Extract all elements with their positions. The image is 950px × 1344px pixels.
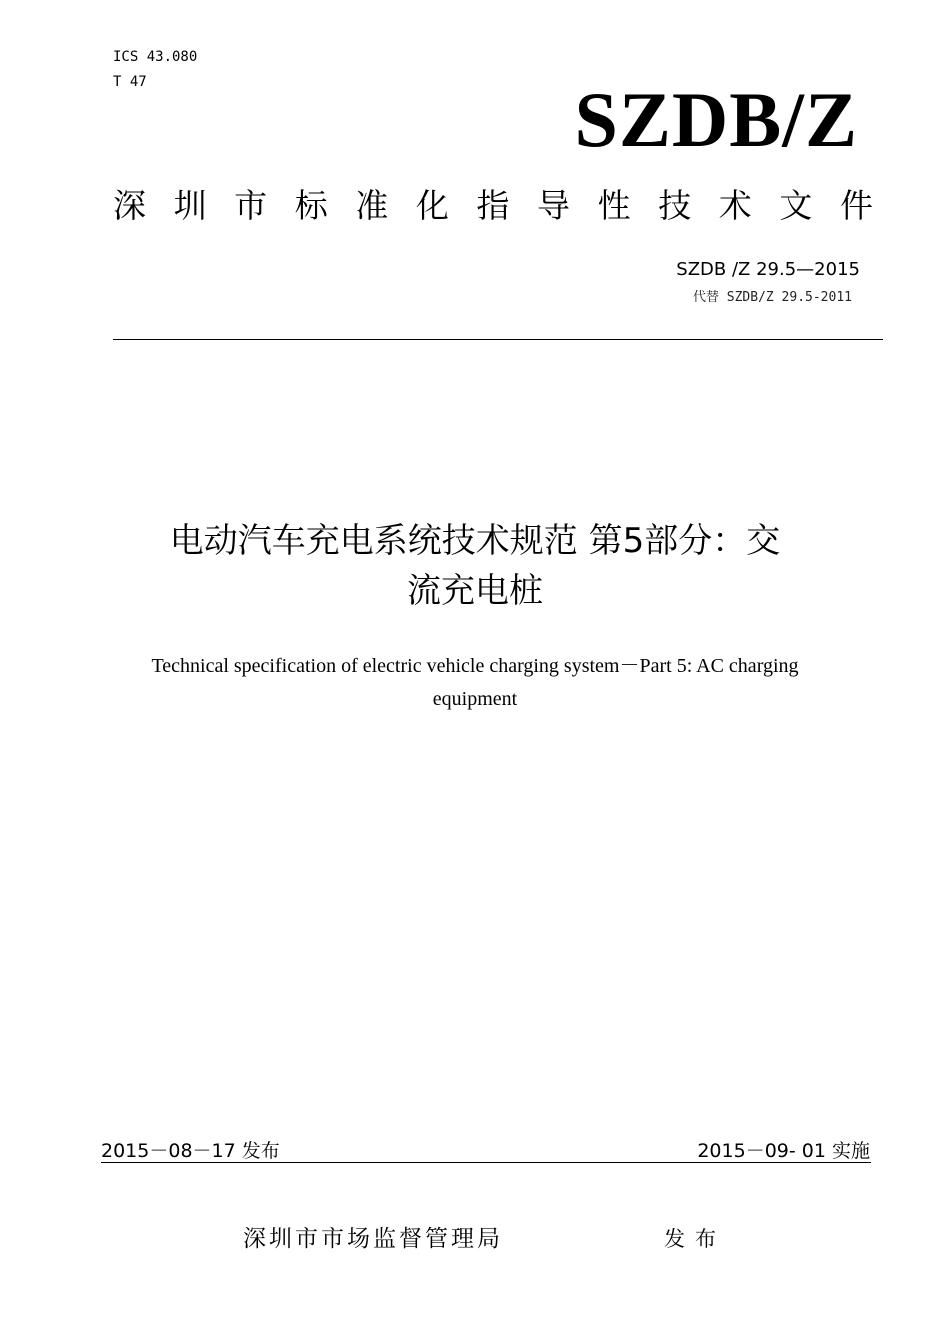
issue-date: 2015－08－17 发布 bbox=[101, 1140, 280, 1162]
document-type-heading bbox=[113, 186, 873, 226]
title-chinese bbox=[60, 516, 890, 616]
doc-type-char: 深 bbox=[113, 186, 146, 225]
title-cn-line1: 电动汽车充电系统技术规范 第5部分：交 bbox=[169, 521, 781, 561]
doc-type-char: 性 bbox=[597, 186, 631, 225]
standard-logo: SZDB/Z bbox=[574, 76, 858, 163]
title-cn-line2: 流充电桩 bbox=[407, 571, 543, 611]
publish-label: 发布 bbox=[664, 1227, 726, 1251]
header-divider bbox=[113, 339, 883, 340]
doc-type-char: 术 bbox=[718, 186, 752, 225]
doc-type-char: 技 bbox=[658, 186, 692, 225]
doc-type-char: 准 bbox=[355, 186, 389, 225]
title-en-line1: Technical specification of electric vehicle charging system－Part 5: AC charging bbox=[151, 655, 799, 677]
ics-code: ICS 43.080 bbox=[113, 49, 198, 65]
doc-type-char: 导 bbox=[537, 186, 571, 225]
publisher-name: 深圳市市场监督管理局 bbox=[243, 1226, 503, 1252]
doc-type-char: 圳 bbox=[173, 186, 207, 225]
doc-type-char: 市 bbox=[234, 186, 268, 225]
doc-type-char: 文 bbox=[779, 186, 813, 225]
doc-type-char: 化 bbox=[415, 186, 449, 225]
replaces-standard: 代替 SZDB/Z 29.5-2011 bbox=[692, 290, 852, 305]
doc-type-char: 标 bbox=[294, 186, 328, 225]
title-en-line2: equipment bbox=[432, 688, 518, 710]
dates-divider bbox=[101, 1162, 871, 1163]
classification-code: T 47 bbox=[113, 74, 147, 90]
doc-type-char: 件 bbox=[839, 186, 873, 225]
title-english bbox=[90, 650, 860, 716]
standard-number: SZDB /Z 29.5—2015 bbox=[676, 259, 860, 280]
implementation-date: 2015－09- 01 实施 bbox=[697, 1140, 870, 1162]
doc-type-char: 指 bbox=[476, 186, 510, 225]
